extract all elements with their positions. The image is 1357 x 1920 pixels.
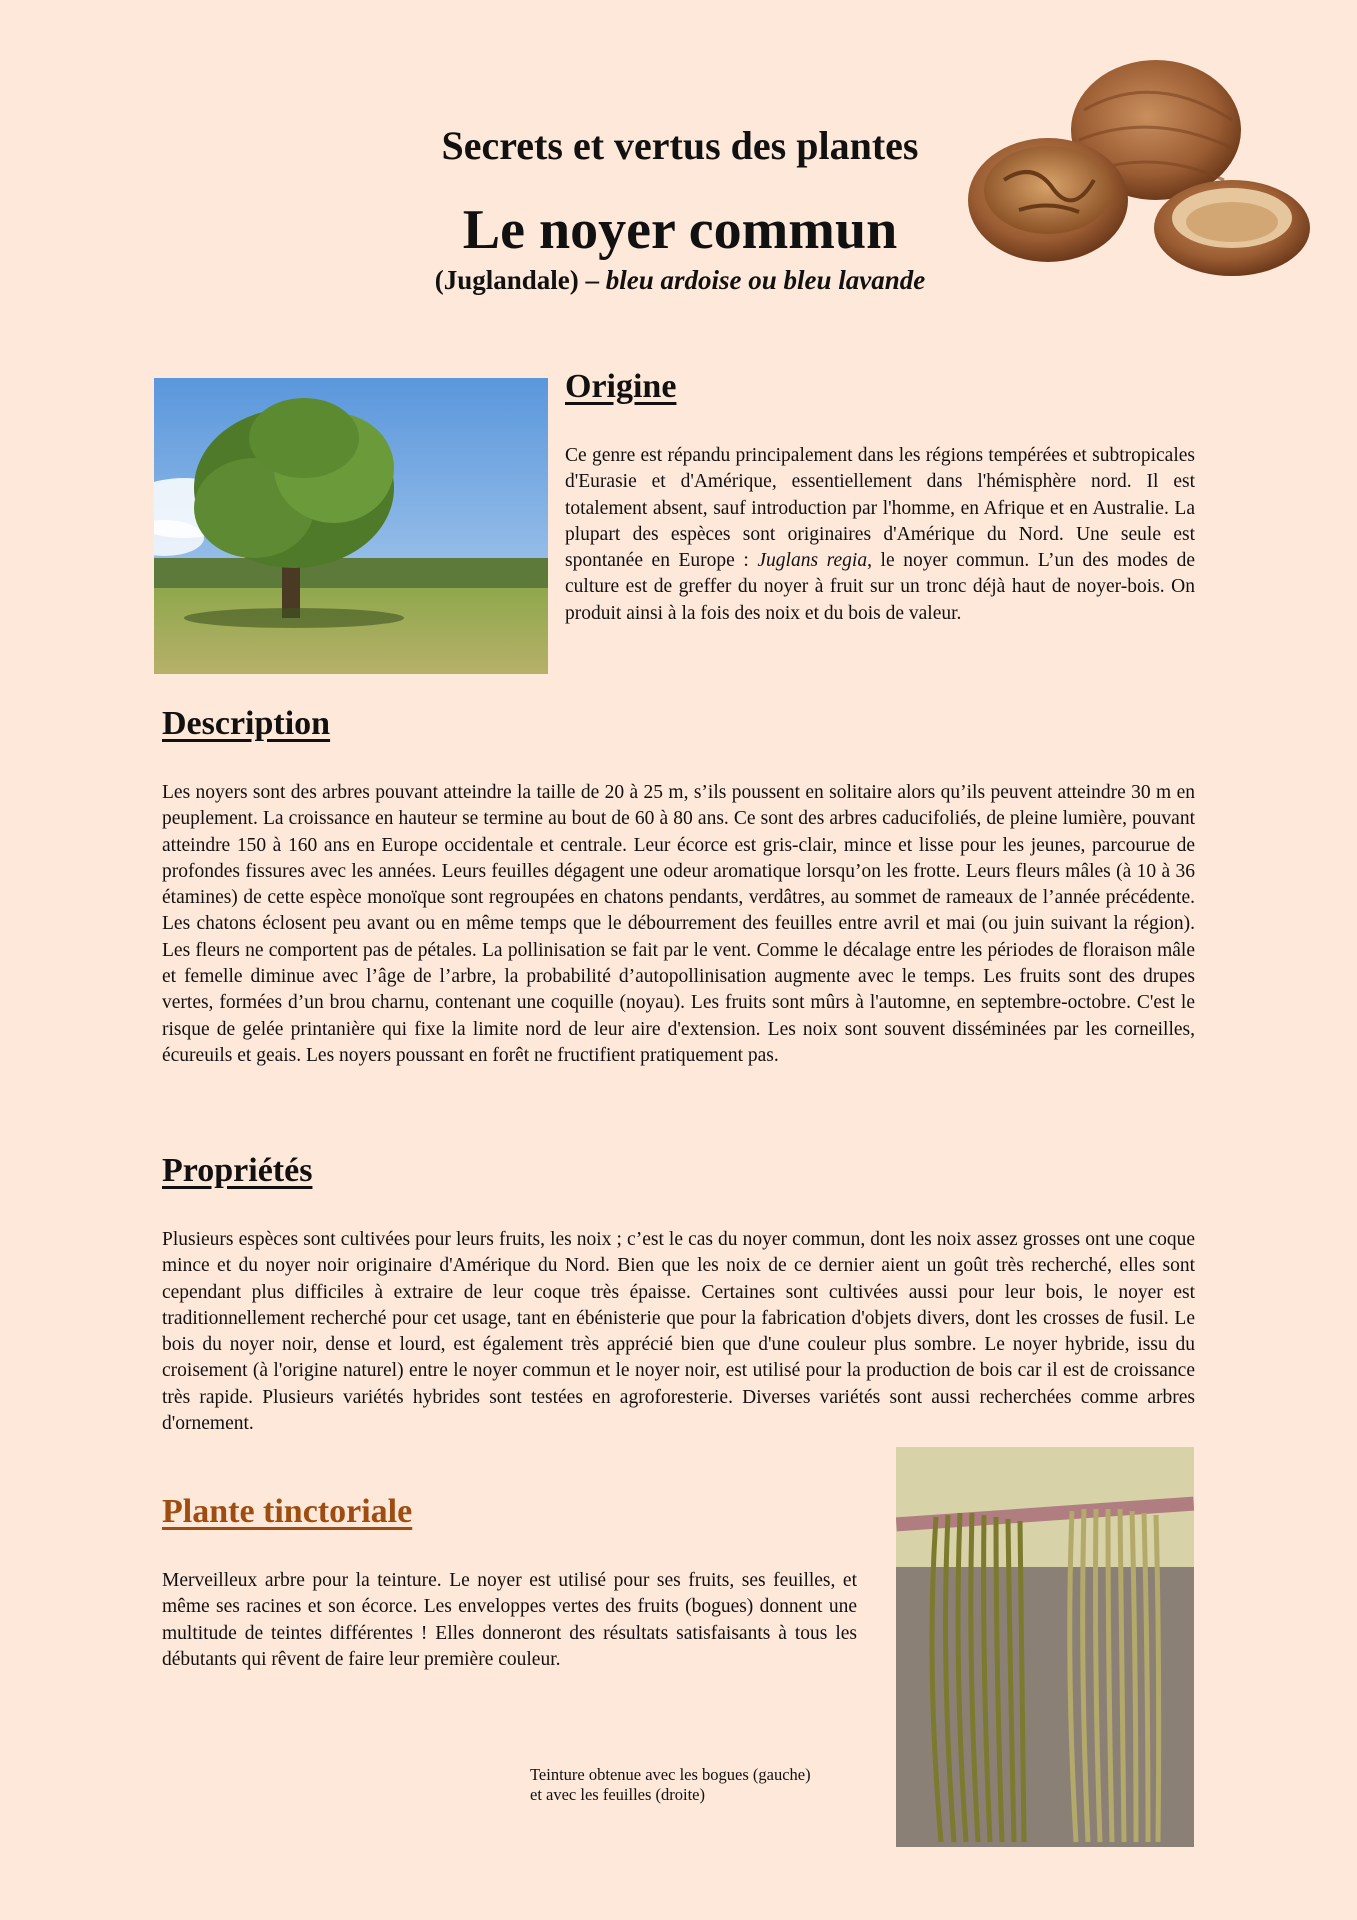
proprietes-heading: Propriétés [162,1152,313,1189]
proprietes-text: Plusieurs espèces sont cultivées pour leurs fruits, les noix ; c’est le cas du noyer commun, dont les noix assez grosses ont une coque mince et du noyer noir originaire d'Amérique du Nord. Bien que les noix de ce dernier aient un goût très recherché, elles sont cependant plus difficiles à extraire de leur coque très épaisse. Certaines sont cultivées aussi pour leur bois, le noyer est traditionnellement recherché pour cet usage, tant en ébénisterie que pour la fabrication d'objets divers, dont les crosses de fusil. Le bois du noyer noir, dense et lourd, est également très apprécié bien que d'une couleur plus sombre. Le noyer hybride, issu du croisement (à l'origine naturel) entre le noyer commun et le noyer noir, est utilisé pour la production de bois car il est de croissance très rapide. Plusieurs variétés hybrides sont testées en agroforesterie. Diverses variétés sont aussi recherchées comme arbres d'ornement. [162,1229,1195,1435]
subtitle-colors: bleu ardoise ou bleu lavande [605,265,926,295]
page-subtitle [330,265,1030,296]
dyed-yarn-photo [896,1447,1194,1847]
walnut-kernel [984,146,1112,234]
tinctoriale-heading: Plante tinctoriale [162,1493,413,1530]
origine-text-part2: , le noyer commun. L’un des modes de culture est de greffer du noyer à fruit sur un tronc déjà haut de noyer-bois. On produit ainsi à la fois des noix et du bois de valeur. [565,550,1196,624]
page-title: Le noyer commun [462,199,898,261]
walnut-tree-photo [154,378,548,674]
subtitle-family: (Juglandale) – [434,265,599,295]
description-heading: Description [162,705,331,742]
walnut-illustration [964,50,1320,290]
origine-text [565,443,1195,627]
origine-text-part1: Ce genre est répandu principalement dans les régions tempérées et subtropicales d'Eurasie et d'Amérique, essentiellement dans l'hémisphère nord. Il est totalement absent, sauf introduction par l'homme, en Afrique et en Australie. La plupart des espèces sont originaires d'Amérique du Nord. Une seule est spontanée en Europe : [565,445,1195,572]
tinctoriale-text: Merveilleux arbre pour la teinture. Le noyer est utilisé pour ses fruits, ses feuilles, et même ses racines et son écorce. Les enveloppes vertes des fruits (bogues) donnent une multitude de teintes différentes ! Elles donneront des résultats satisfaisants à tous les débutants qui rêvent de faire leur première couleur. [162,1570,857,1670]
caption-line-1: Teinture obtenue avec les bogues (gauche) [530,1765,811,1784]
origine-heading: Origine [565,368,677,405]
description-text: Les noyers sont des arbres pouvant atteindre la taille de 20 à 25 m, s’ils poussent en solitaire alors qu’ils peuvent atteindre 30 m en peuplement. La croissance en hauteur se termine au bout de 60 à 80 ans. Ce sont des arbres caducifoliés, de pleine lumière, pouvant atteindre 150 à 160 ans en Europe occidentale et centrale. Leur écorce est gris-clair, mince et lisse pour les jeunes, parcourue de profondes fissures avec les années. Leurs feuilles dégagent une odeur aromatique lorsqu’on les frotte. Leurs fleurs mâles (à 10 à 36 étamines) de cette espèce monoïque sont regroupées en chatons pendants, verdâtres, au sommet de rameaux de l’année précédente. Les chatons éclosent peu avant ou en même temps que le débourrement des feuilles entre avril et mai (ou juin suivant la région). Les fleurs ne comportent pas de pétales. La pollinisation se fait par le vent. Comme le décalage entre les périodes de floraison mâle et femelle diminue avec l’âge de l’arbre, la probabilité d’autopollinisation augmente avec le temps. Les fruits sont des drupes vertes, formées d’un brou charnu, contenant une coquille (noyau). Les fruits sont mûrs à l'automne, en septembre-octobre. C'est le risque de gelée printanière qui fixe la limite nord de leur aire d'extension. Les noix sont souvent disséminées par les corneilles, écureuils et geais. Les noyers poussant en forêt ne fructifient pratiquement pas. [162,782,1195,1066]
page-kicker: Secrets et vertus des plantes [441,123,919,168]
yarn-caption [530,1765,870,1805]
caption-line-2: et avec les feuilles (droite) [530,1785,705,1804]
origine-species: Juglans regia [757,550,868,572]
